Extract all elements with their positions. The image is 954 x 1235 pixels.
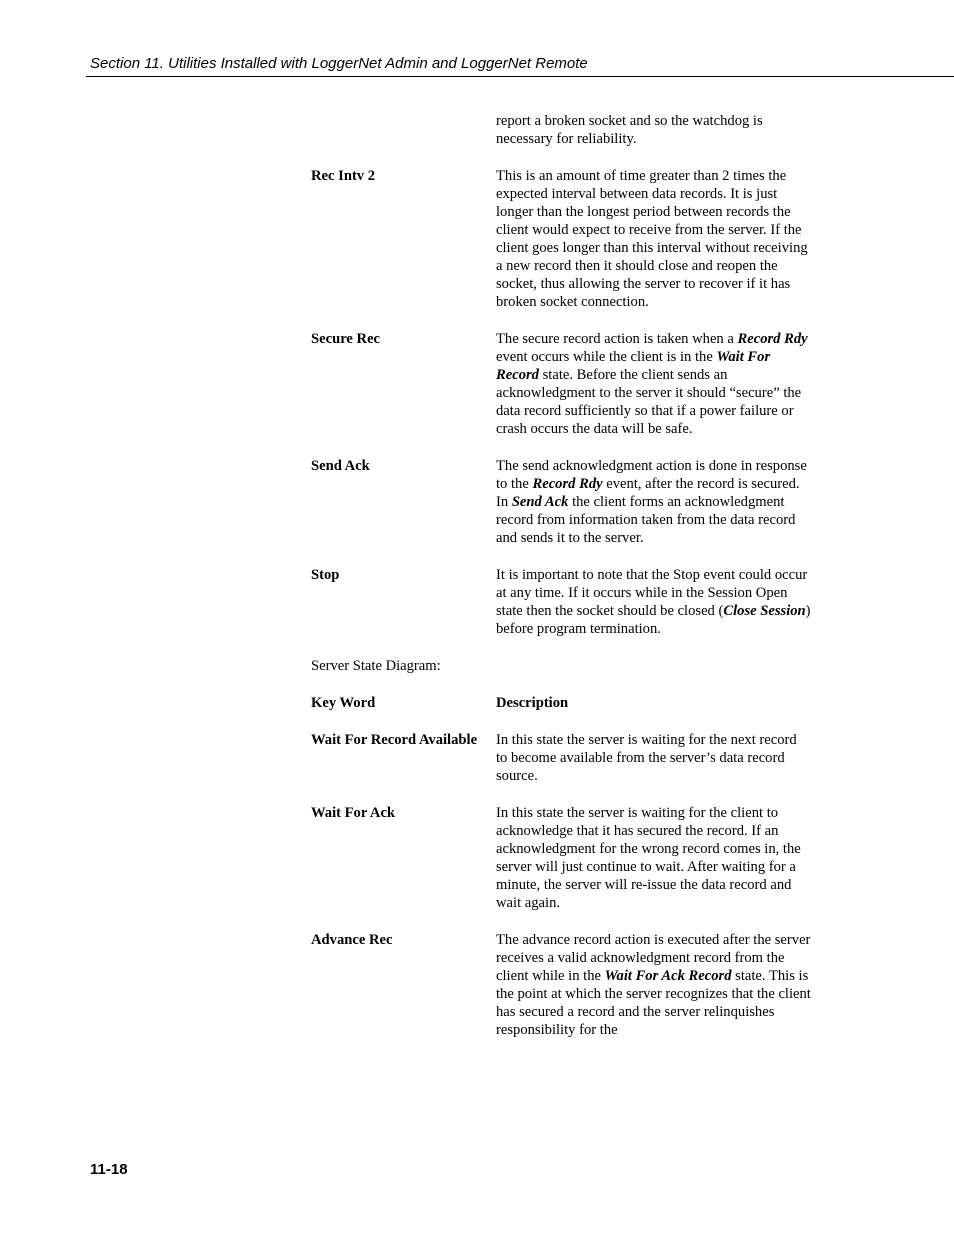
key-word: Rec Intv 2 [311, 168, 376, 184]
definition-row [311, 804, 811, 912]
emphasis [532, 476, 602, 492]
server-definition-list [311, 731, 811, 1039]
definition-row [311, 457, 811, 547]
key-word: Stop [311, 567, 340, 583]
description-heading: Description [496, 695, 569, 711]
server-state-diagram-caption: Server State Diagram: [311, 658, 441, 674]
section-header: Section 11. Utilities Installed with LoggerNet Admin and LoggerNet Remote [90, 55, 588, 72]
emphasis [723, 603, 805, 619]
key-word-heading: Key Word [311, 695, 376, 711]
description-text: event, after the record is secured. In [496, 476, 800, 510]
emphasis [738, 331, 808, 347]
emphasis [512, 494, 569, 510]
description [496, 931, 811, 1039]
emphasized-term: Record Rdy [737, 331, 808, 347]
emphasized-term: Send Ack [511, 494, 569, 510]
description [496, 457, 811, 547]
description: In this state the server is waiting for the client to acknowledge that it has secured the record. If an acknowledgment for the wrong record comes in, the server will just continue to wait. After waiting for a minute, the server will re-issue the data record and wait again. [496, 805, 801, 911]
description-text: event occurs while the client is in the [496, 349, 717, 365]
description [496, 566, 811, 638]
emphasized-term: Wait For Record [496, 349, 771, 383]
description-text: The advance record action is executed after the server receives a valid acknowledgment record from the client while in the [496, 932, 811, 984]
emphasized-term: Record Rdy [532, 476, 603, 492]
description: This is an amount of time greater than 2 times the expected interval between data records. It is just longer than the longest period between records the client would expect to receive from the server. If the client goes longer than this interval without receiving a new record then it should close and reopen the socket, thus allowing the server to recover if it has broken socket connection. [496, 168, 808, 310]
emphasized-term: Wait For Ack Record [604, 968, 732, 984]
description [496, 330, 811, 438]
key-word: Send Ack [311, 458, 370, 474]
definition-row [311, 330, 811, 438]
page-content [311, 112, 811, 1058]
emphasized-term: Close Session [723, 603, 806, 619]
description-text: It is important to note that the Stop event could occur at any time. If it occurs while in the Session Open state then the socket should be closed ( [496, 567, 808, 619]
definition-row [311, 931, 811, 1039]
description-text: the client forms an acknowledgment record from information taken from the data record and sends it to the server. [496, 494, 796, 546]
description-text: state. This is the point at which the server recognizes that the client has secured a record and the server relinquishes responsibility for the [496, 968, 811, 1038]
key-word: Wait For Record Available [311, 732, 478, 748]
description-text: state. Before the client sends an acknowledgment to the server it should “secure” the data record sufficiently so that if a power failure or crash occurs the data will be safe. [496, 367, 802, 437]
description-text: ) before program termination. [496, 603, 811, 637]
client-definition-list [311, 167, 811, 638]
key-word: Secure Rec [311, 331, 381, 347]
description: In this state the server is waiting for the next record to become available from the server’s data record source. [496, 732, 797, 784]
key-word: Advance Rec [311, 932, 393, 948]
definition-row [311, 167, 811, 311]
definition-row [311, 731, 811, 785]
page-number: 11-18 [90, 1161, 128, 1178]
emphasis [605, 968, 732, 984]
description-text: The secure record action is taken when a [496, 331, 738, 347]
definition-row [311, 566, 811, 638]
description-text: The send acknowledgment action is done in response to the [496, 458, 807, 492]
key-word: Wait For Ack [311, 805, 396, 821]
continued-paragraph: report a broken socket and so the watchdog is necessary for reliability. [496, 113, 763, 147]
header-rule [86, 76, 954, 77]
table-header-row [311, 694, 811, 712]
